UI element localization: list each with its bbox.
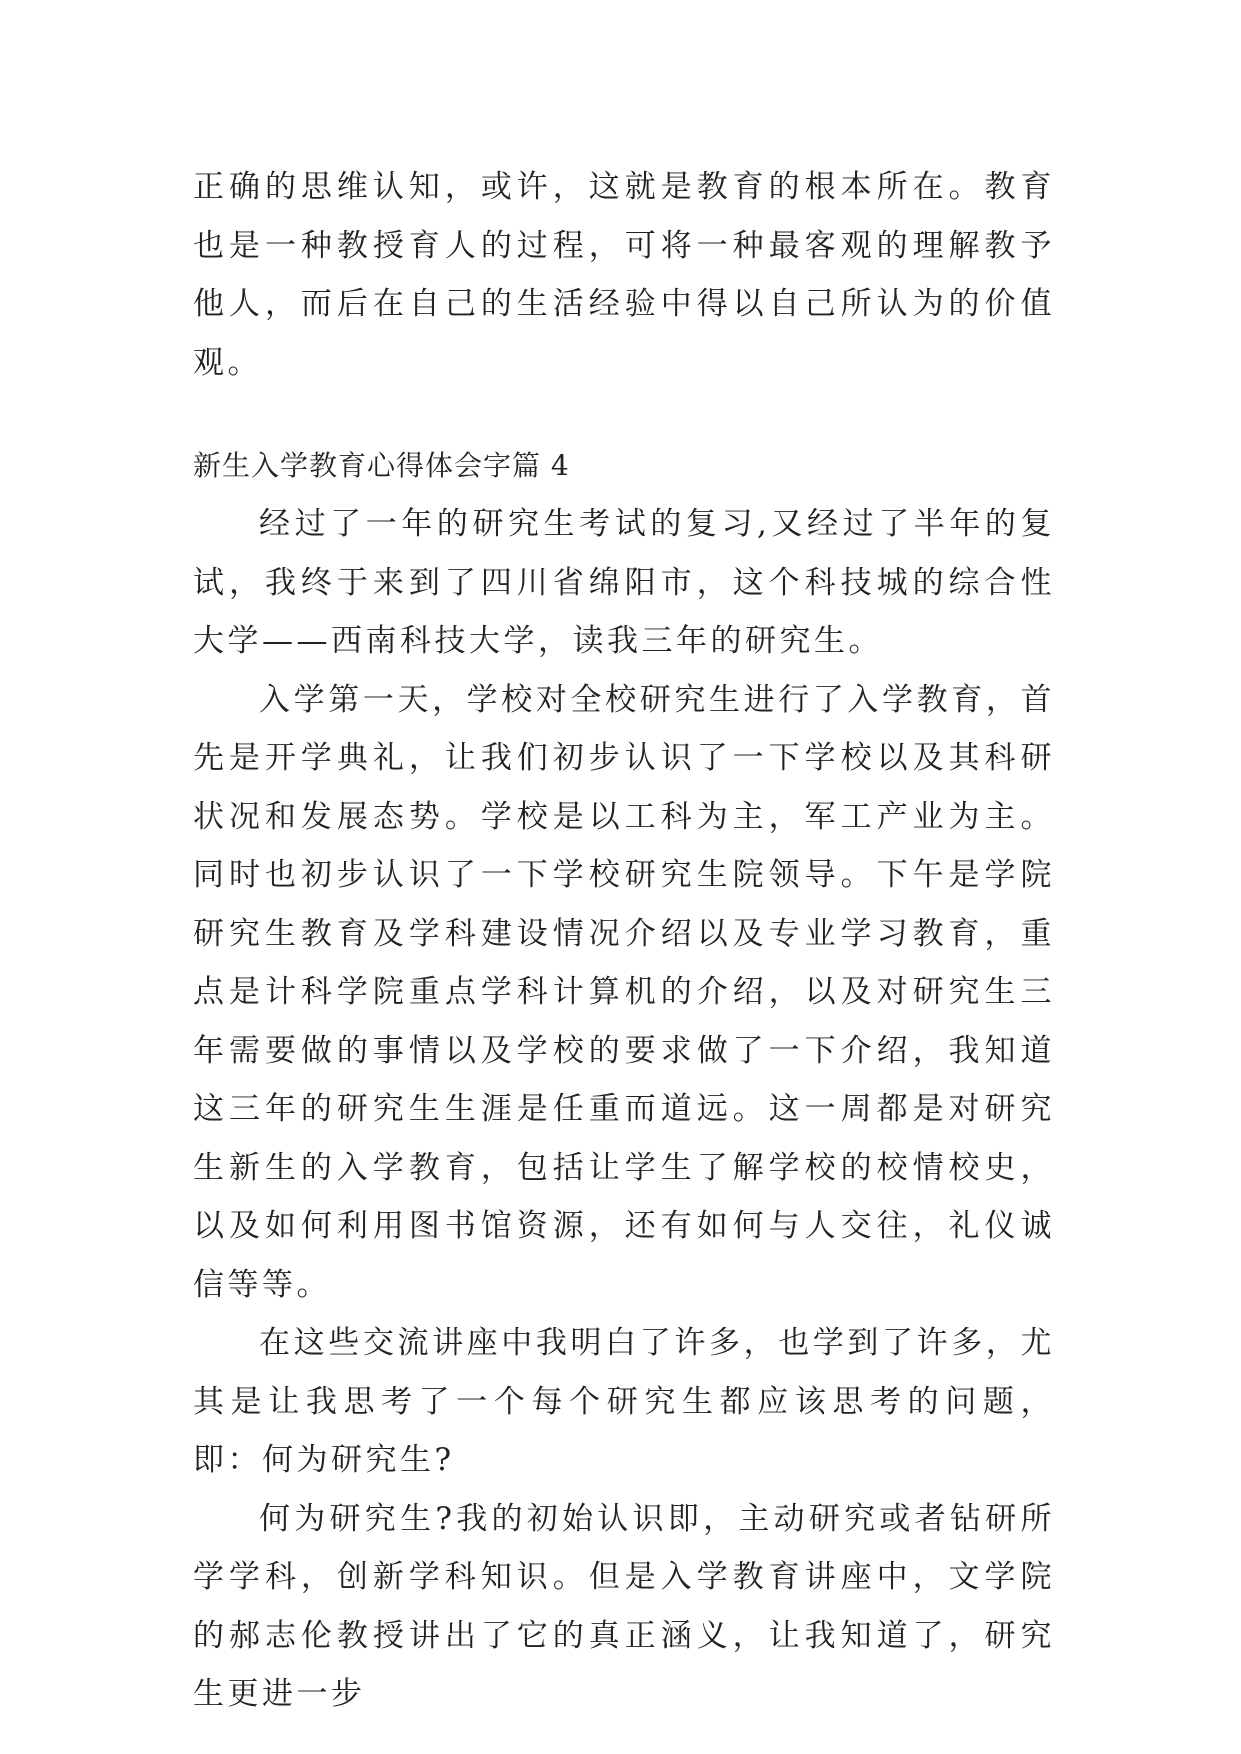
- paragraph-3: 在这些交流讲座中我明白了许多，也学到了许多，尤其是让我思考了一个每个研究生都应该思考的问题，即：何为研究生?: [193, 1325, 1055, 1478]
- paragraph-2: 入学第一天，学校对全校研究生进行了入学教育，首先是开学典礼，让我们初步认识了一下学校以及其科研状况和发展态势。学校是以工科为主，军工产业为主。同时也初步认识了一下学校研究生院领导。下午是学院研究生教育及学科建设情况介绍以及专业学习教育，重点是计科学院重点学科计算机的介绍，以及对研究生三年需要做的事情以及学校的要求做了一下介绍，我知道这三年的研究生生涯是任重而道远。这一周都是对研究生新生的入学教育，包括让学生了解学校的校情校史，以及如何利用图书馆资源，还有如何与人交往，礼仪诚信等等。: [193, 681, 1055, 1303]
- document-body: [193, 158, 1055, 1724]
- paragraph-1: 经过了一年的研究生考试的复习,又经过了半年的复试，我终于来到了四川省绵阳市，这个科技城的综合性大学——西南科技大学，读我三年的研究生。: [193, 506, 1055, 659]
- paragraph-4: 何为研究生?我的初始认识即，主动研究或者钻研所学学科，创新学科知识。但是入学教育讲座中，文学院的郝志伦教授讲出了它的真正涵义，让我知道了，研究生更进一步: [193, 1500, 1055, 1712]
- section-heading: 新生入学教育心得体会字篇 4: [193, 449, 570, 482]
- intro-paragraph: 正确的思维认知，或许，这就是教育的根本所在。教育也是一种教授育人的过程，可将一种最客观的理解教予他人，而后在自己的生活经验中得以自己所认为的价值观。: [193, 169, 1055, 381]
